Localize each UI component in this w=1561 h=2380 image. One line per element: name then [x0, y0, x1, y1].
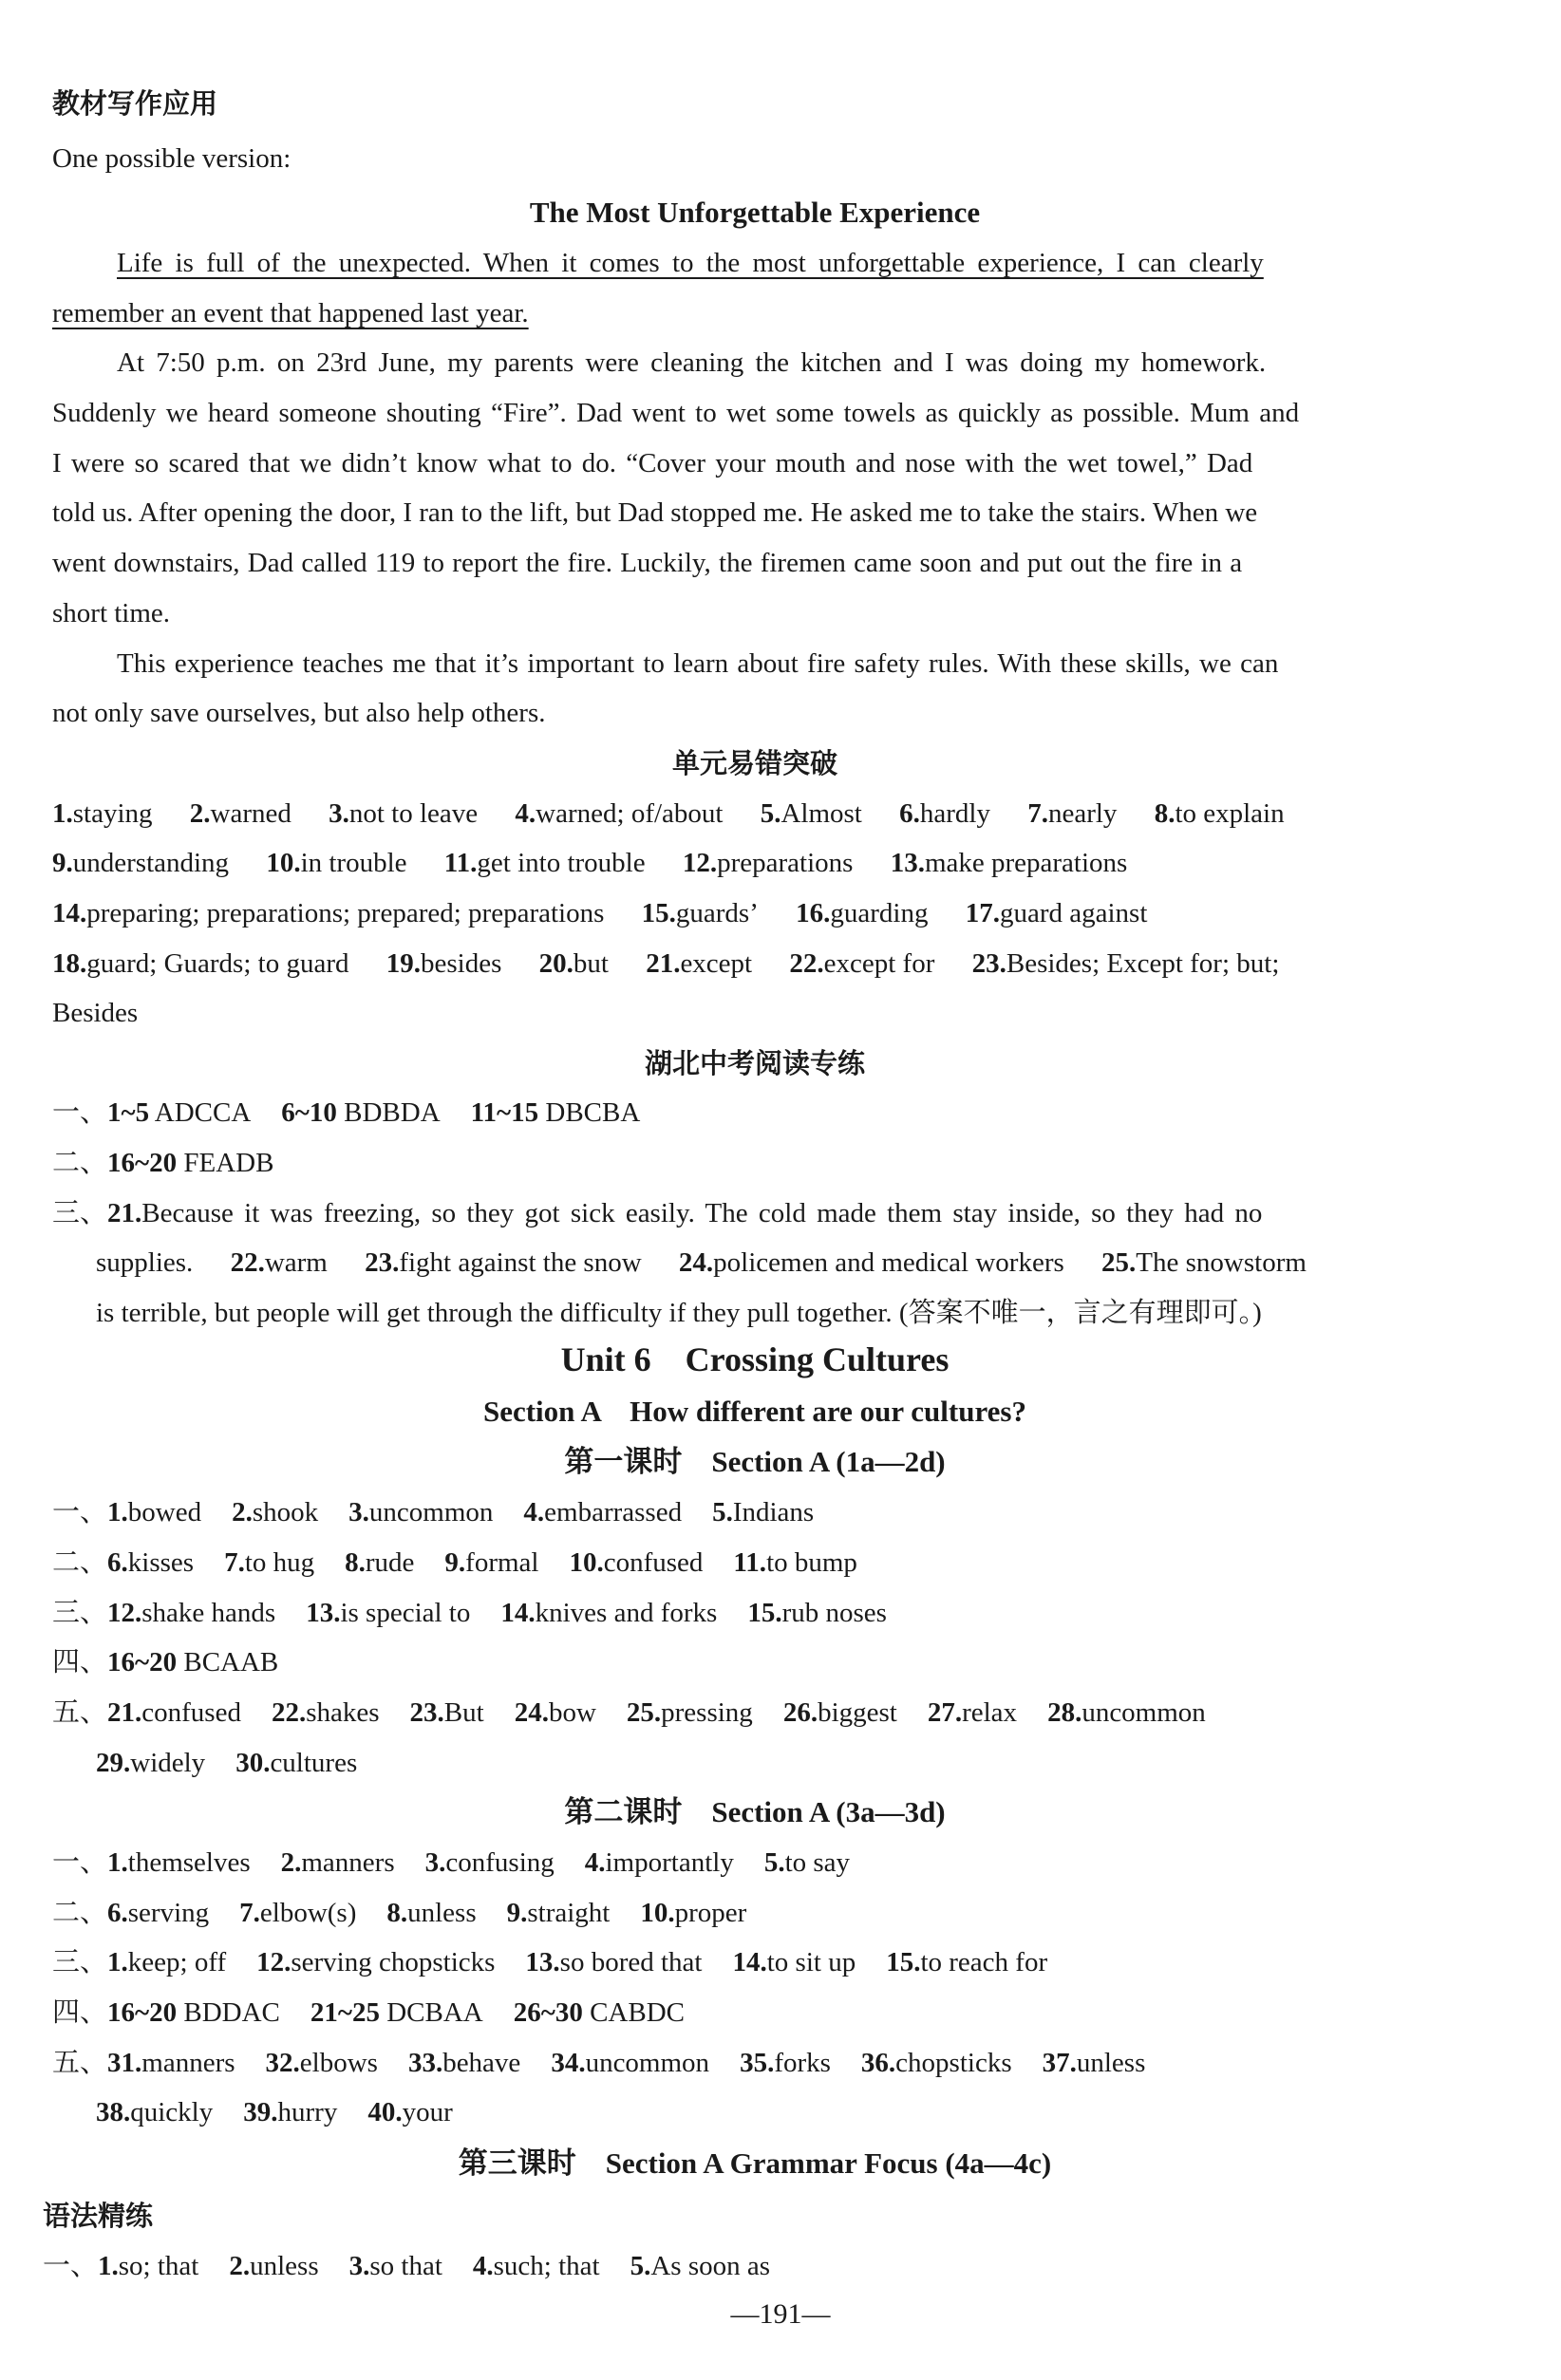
- reading-heading: 湖北中考阅读专练: [644, 1047, 865, 1079]
- writing-heading: 教材写作应用: [52, 87, 218, 120]
- answer-row: 三、12.shake hands 13.is special to 14.knives and forks 15.rub noses: [52, 1598, 887, 1628]
- answer-row: 二、6.kisses 7.to hug 8.rude 9.formal 10.confused 11.to bump: [52, 1547, 857, 1578]
- answer-row: Besides: [52, 998, 139, 1028]
- answer-row: 一、1.bowed 2.shook 3.uncommon 4.embarrassed 5.Indians: [52, 1497, 815, 1527]
- answer-row: 29.widely 30.cultures: [96, 1748, 358, 1778]
- essay-line: Suddenly we heard someone shouting “Fire”. Dad went to wet some towels as quickly as possible. Mum and: [52, 398, 1300, 428]
- essay-line: I were so scared that we didn’t know what to do. “Cover your mouth and nose with the wet towel,” Dad: [52, 448, 1253, 478]
- essay-line: At 7:50 p.m. on 23rd June, my parents were cleaning the kitchen and I was doing my homework.: [117, 347, 1267, 378]
- lesson-heading: 第一课时 Section A (1a—2d): [564, 1445, 946, 1478]
- essay-line: went downstairs, Dad called 119 to report the fire. Luckily, the firemen came soon and put out the fire in a: [52, 548, 1243, 578]
- answer-row: 四、16~20 BDDAC 21~25 DCBAA 26~30 CABDC: [52, 1997, 685, 2028]
- answer-row: 二、6.serving 7.elbow(s) 8.unless 9.straight 10.proper: [52, 1898, 747, 1928]
- lesson-heading: 第二课时 Section A (3a—3d): [564, 1795, 946, 1828]
- essay-line: not only save ourselves, but also help others.: [52, 698, 546, 728]
- answer-row: 一、1.so; that 2.unless 3.so that 4.such; that 5.As soon as: [43, 2251, 771, 2281]
- essay-line: Life is full of the unexpected. When it comes to the most unforgettable experience, I can clearly: [117, 248, 1264, 278]
- answer-row: 一、1.themselves 2.manners 3.confusing 4.importantly 5.to say: [52, 1847, 851, 1878]
- essay-line: told us. After opening the door, I ran to the lift, but Dad stopped me. He asked me to take the stairs. When we: [52, 497, 1258, 528]
- answer-row: 1.staying 2.warned 3.not to leave 4.warned; of/about 5.Almost 6.hardly 7.nearly 8.to explain: [52, 798, 1285, 829]
- answer-row: 一、1~5 ADCCA 6~10 BDBDA 11~15 DBCBA: [52, 1097, 641, 1128]
- essay-title: The Most Unforgettable Experience: [529, 196, 981, 229]
- answer-row: 38.quickly 39.hurry 40.your: [96, 2097, 453, 2127]
- essay-line: This experience teaches me that it’s important to learn about fire safety rules. With these skills, we can: [117, 648, 1279, 679]
- answer-row: 四、16~20 BCAAB: [52, 1647, 279, 1677]
- unit-title: Unit 6 Crossing Cultures: [560, 1340, 950, 1378]
- answer-row: 14.preparing; preparations; prepared; preparations 15.guards’ 16.guarding 17.guard against: [52, 898, 1148, 928]
- grammar-subheading: 语法精练: [43, 2200, 154, 2232]
- essay-line: short time.: [52, 598, 171, 628]
- answer-row: 二、16~20 FEADB: [52, 1148, 274, 1178]
- answer-row: 三、1.keep; off 12.serving chopsticks 13.so bored that 14.to sit up 15.to reach for: [52, 1947, 1048, 1977]
- mistakes-heading: 单元易错突破: [671, 747, 837, 779]
- answer-row: 五、21.confused 22.shakes 23.But 24.bow 25.pressing 26.biggest 27.relax 28.uncommon: [52, 1697, 1206, 1728]
- answer-row: 五、31.manners 32.elbows 33.behave 34.uncommon 35.forks 36.chopsticks 37.unless: [52, 2048, 1146, 2078]
- answer-row: 9.understanding 10.in trouble 11.get into trouble 12.preparations 13.make preparations: [52, 848, 1128, 878]
- page-number: —191—: [730, 2298, 831, 2330]
- lesson-heading: 第三课时 Section A Grammar Focus (4a—4c): [458, 2146, 1052, 2180]
- writing-intro: One possible version:: [52, 143, 292, 174]
- answer-row: is terrible, but people will get through the difficulty if they pull together. (答案不唯一，言之有理即可。): [96, 1298, 1262, 1328]
- answer-row: 18.guard; Guards; to guard 19.besides 20.but 21.except 22.except for 23.Besides; Except for; but;: [52, 948, 1280, 979]
- answer-row: 三、21.Because it was freezing, so they got sick easily. The cold made them stay inside, so they had no: [52, 1198, 1263, 1228]
- essay-line: remember an event that happened last year.: [52, 298, 529, 328]
- answer-row: supplies. 22.warm 23.fight against the snow 24.policemen and medical workers 25.The snowstorm: [96, 1247, 1307, 1278]
- section-title: Section A How different are our cultures?: [482, 1395, 1027, 1428]
